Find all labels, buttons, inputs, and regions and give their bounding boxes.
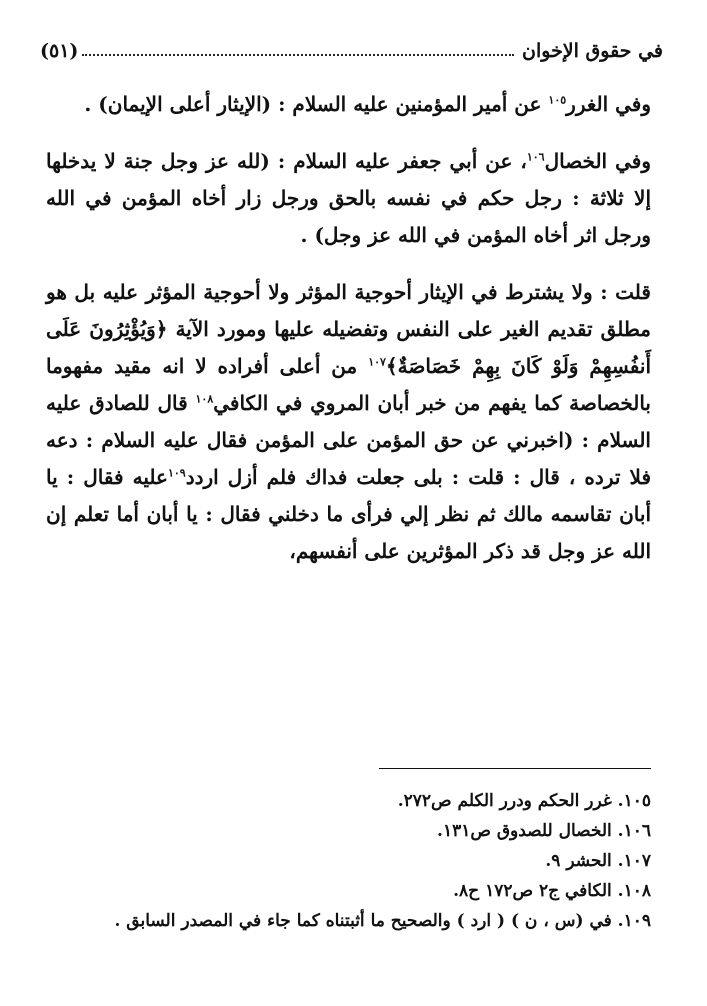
footnote-item: ١٠٦. الخصال للصدوق ص١٣١. (437, 821, 651, 841)
footnotes (46, 786, 651, 936)
footnote-ref: ١٠٥ (548, 93, 567, 107)
page-number: (٥١) (40, 40, 79, 62)
footnote-item: ١٠٧. الحشر ٩. (545, 851, 651, 871)
header-title: في حقوق الإخوان (522, 40, 663, 62)
main-text (46, 86, 651, 588)
footnote-ref: ١٠٧ (368, 355, 386, 369)
paragraph-text: عن أمير المؤمنين عليه السلام : (الإيثار أعلى الإيمان) . (84, 92, 549, 116)
footnote-ref: ١٠٦ (526, 150, 545, 164)
footnote-ref: ١٠٨ (195, 392, 214, 406)
footnote-item: ١٠٩. في (س ، ن ) ( ارد ) والصحيح ما أثبتناه كما جاء في المصدر السابق . (114, 911, 651, 931)
running-header (40, 28, 663, 62)
paragraph-commentary (46, 274, 651, 570)
paragraph-khisal (46, 143, 651, 254)
paragraph-text: ، عن أبي جعفر عليه السلام : (لله عز وجل جنة لا يدخلها إلا ثلاثة : رجل حكم في نفسه بالحق ورجل زار أخاه المؤمن في الله ورجل اثر أخاه المؤمن في الله عز وجل) . (46, 149, 651, 247)
footnote-item: ١٠٨. الكافي ج٢ ص١٧٢ ح٨. (453, 881, 651, 901)
paragraph-text: قلت : ولا يشترط في الإيثار أحوجية المؤثر ولا أحوجية المؤثر عليه بل هو مطلق تقديم الغير على النفس وتفضيله عليها ومورد الآية ﴿وَيُؤْثِرُونَ عَلَى أَنفُسِهِمْ وَلَوْ كَانَ بِهِمْ خَصَاصَةٌ﴾ (46, 280, 651, 378)
paragraph-ghurar (46, 86, 651, 123)
header-dotted-leader (82, 54, 514, 56)
footnote-separator (379, 768, 651, 769)
paragraph-text: وفي الخصال (544, 149, 651, 173)
paragraph-text: من أعلى أفراده لا انه مقيد مفهوما بالخصاصة كما يفهم من خبر أبان المروي في الكافي (46, 354, 651, 415)
footnote-item: ١٠٥. غرر الحكم ودرر الكلم ص٢٧٢. (397, 791, 651, 811)
paragraph-text: وفي الغرر (566, 92, 651, 116)
paragraph-text: قال للصادق عليه السلام : (اخبرني عن حق المؤمن على المؤمن فقال عليه السلام : دعه فلا ترده ، قال : قلت : بلى جعلت فداك فلم أزل اردد (46, 391, 652, 489)
paragraph-text: عليه فقال : يا أبان تقاسمه مالك ثم نظر إلي فرأى ما دخلني فقال : يا أبان أما تعلم إن الله عز وجل قد ذكر المؤثرين على أنفسهم، (46, 465, 651, 563)
footnote-ref: ١٠٩ (167, 466, 186, 480)
